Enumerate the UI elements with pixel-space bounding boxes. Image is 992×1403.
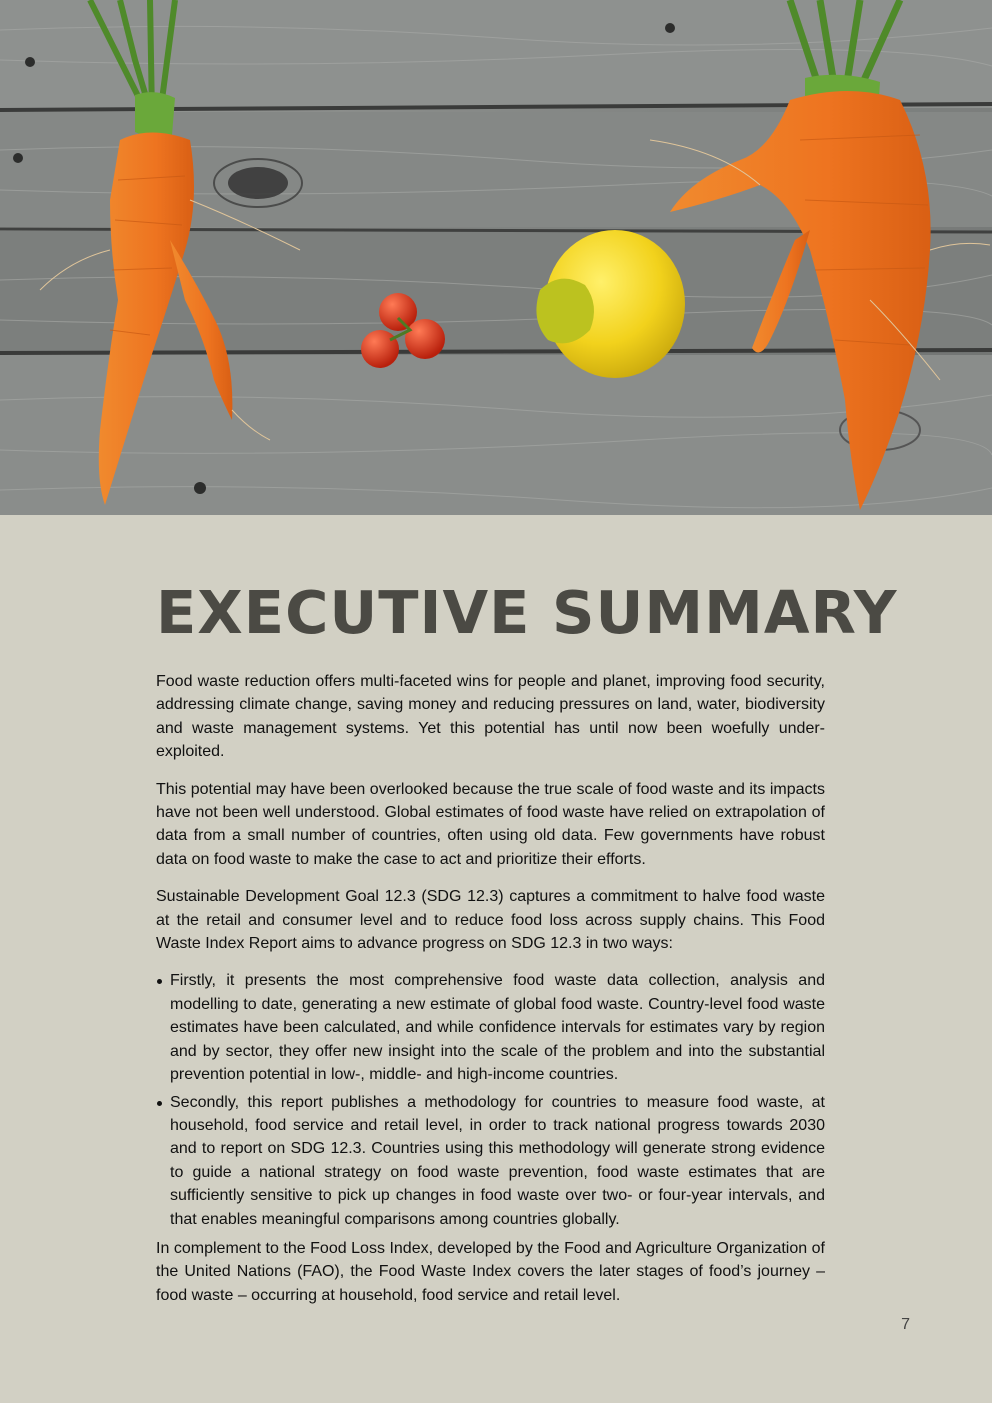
page-number: 7 bbox=[901, 1316, 910, 1333]
closing-paragraph: In complement to the Food Loss Index, developed by the Food and Agriculture Organization of the United Nations (FAO), the Food Waste Index covers the later stages of food’s journey – food waste – occurring at household, food service and retail level. bbox=[156, 1239, 825, 1304]
bullet-list bbox=[156, 969, 825, 1230]
bullet-item-firstly: Firstly, it presents the most comprehensive food waste data collection, analysis and modelling to date, generating a new estimate of global food waste. Country-level food waste estimates have been calculated, and while confidence intervals for estimates vary by region and by sector, they offer new insight into the scale of the problem and into the substantial prevention potential in low-, middle- and high-income countries. bbox=[156, 969, 825, 1086]
page-title: EXECUTIVE SUMMARY bbox=[156, 578, 898, 647]
paragraph-2: This potential may have been overlooked because the true scale of food waste and its impacts have not been well understood. Global estimates of food waste have relied on extrapolation of data from a small number of countries, often using old data. Few governments have robust data on food waste to make the case to act and prioritize their efforts. bbox=[156, 780, 825, 868]
paragraph-3: Sustainable Development Goal 12.3 (SDG 12.3) captures a commitment to halve food waste at the retail and consumer level and to reduce food loss across supply chains. This Food Waste Index Report aims to advance progress on SDG 12.3 in two ways: bbox=[156, 888, 825, 953]
paragraph-1: Food waste reduction offers multi-faceted wins for people and planet, improving food security, addressing climate change, saving money and reducing pressures on land, water, biodiversity and waste management systems. Yet this potential has until now been woefully under-exploited. bbox=[156, 673, 825, 761]
hero-photo bbox=[0, 0, 992, 515]
bullet-item-secondly: Secondly, this report publishes a methodology for countries to measure food waste, at household, food service and retail level, in order to track national progress towards 2030 and to report on SDG 12.3. Countries using this methodology will generate strong evidence to guide a national strategy on food waste prevention, food waste estimates that are sufficiently sensitive to pick up changes in food waste over two- or four-year intervals, and that enables meaningful comparisons among countries globally. bbox=[156, 1091, 825, 1231]
executive-summary-section bbox=[156, 578, 898, 1321]
